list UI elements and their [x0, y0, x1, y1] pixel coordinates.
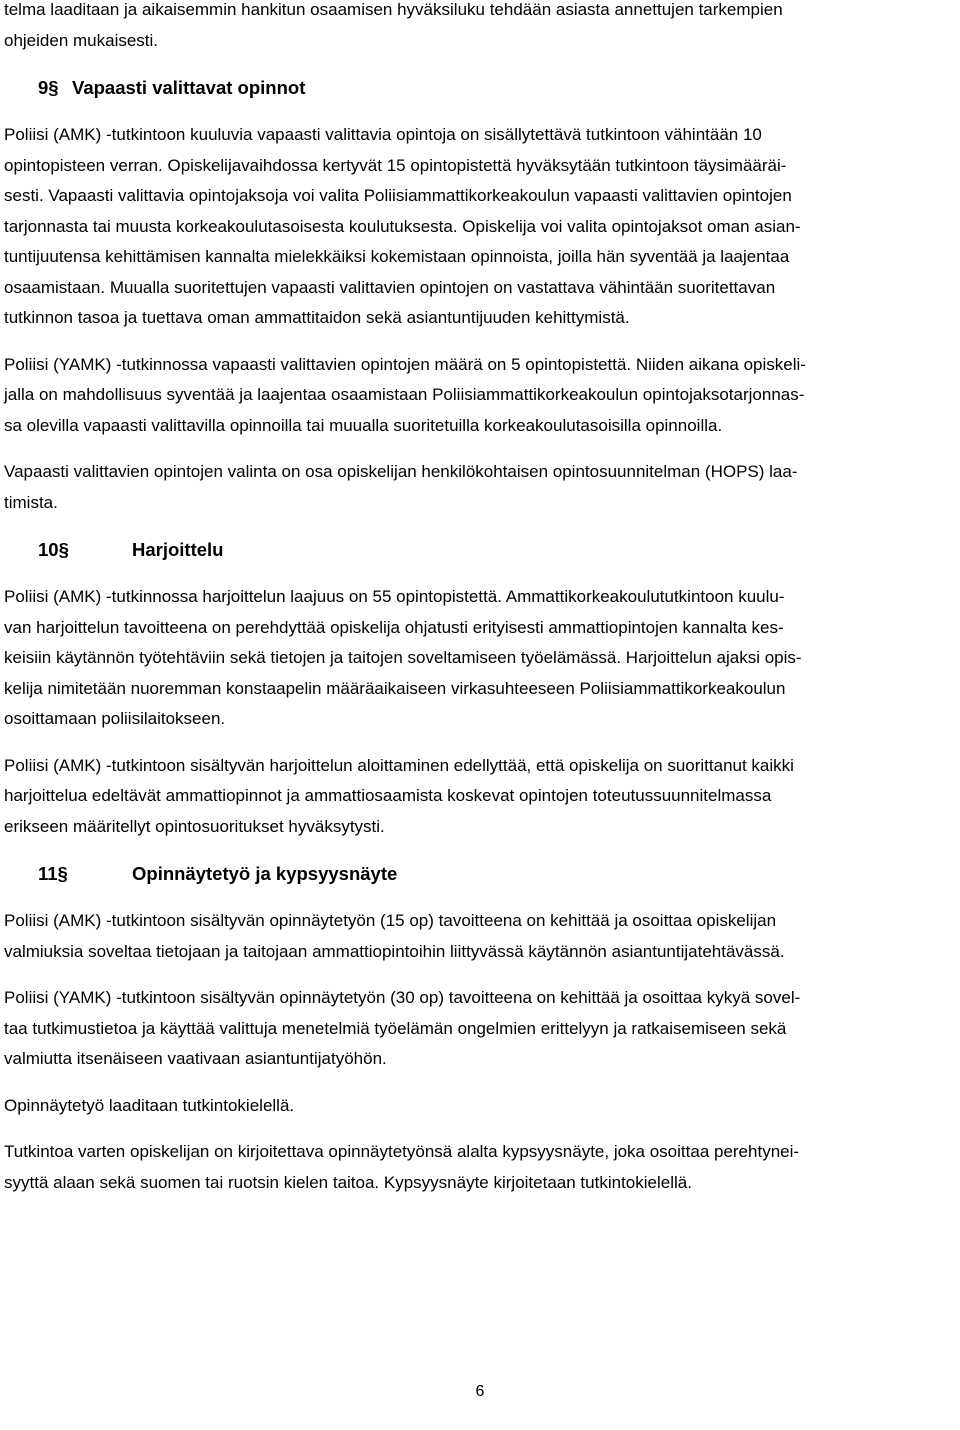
text-line: sesti. Vapaasti valittavia opintojaksoja voi valita Poliisiammattikorkeakoulun vapaasti valittavien opintojen	[4, 186, 792, 205]
text-line: keisiin käytännön työtehtäviin sekä tietojen ja taitojen soveltamiseen työelämässä. Harjoittelun ajaksi opis-	[4, 648, 802, 667]
text-line: valmiuksia soveltaa tietojaan ja taitojaan ammattiopintoihin liittyvässä käytännön asiantuntijatehtävässä.	[4, 941, 785, 961]
text-line: opintopisteen verran. Opiskelijavaihdossa kertyvät 15 opintopistettä hyväksytään tutkintoon täysimääräi-	[4, 155, 787, 175]
paragraph	[4, 350, 954, 442]
section-number: 9§	[38, 77, 59, 98]
section-number: 11§	[38, 863, 68, 884]
paragraph	[4, 906, 954, 967]
text-line: osaamistaan. Muualla suoritettujen vapaasti valittavien opintojen on vastattava vähintään suoritettavan	[4, 277, 776, 297]
text-line: tarjonnasta tai muusta korkeakoulutasoisesta koulutuksesta. Opiskelija voi valita opintojaksot oman asian-	[4, 216, 801, 236]
text-line: Poliisi (YAMK) -tutkintoon sisältyvän opinnäytetyön (30 op) tavoitteena on kehittää ja osoittaa kykyä sovel-	[4, 988, 801, 1007]
section-heading-11	[4, 859, 954, 889]
section-heading-9	[4, 73, 954, 103]
text-line: Poliisi (AMK) -tutkinnossa harjoittelun laajuus on 55 opintopistettä. Ammattikorkeakoulututkintoon kuulu-	[4, 587, 785, 606]
intro-paragraph	[4, 0, 954, 56]
text-line: Poliisi (AMK) -tutkintoon sisältyvän opinnäytetyön (15 op) tavoitteena on kehittää ja osoittaa opiskelijan	[4, 911, 777, 930]
paragraph	[4, 1091, 954, 1122]
paragraph	[4, 120, 954, 334]
paragraph	[4, 983, 954, 1075]
section-title: Harjoittelu	[132, 539, 224, 560]
text-line: syyttä alaan sekä suomen tai ruotsin kielen taitoa. Kypsyysnäyte kirjoitetaan tutkintokielellä.	[4, 1172, 692, 1192]
section-title: Vapaasti valittavat opinnot	[72, 77, 306, 98]
text-line: Poliisi (AMK) -tutkintoon sisältyvän harjoittelun aloittaminen edellyttää, että opiskelija on suorittanut kaikki	[4, 755, 794, 775]
text-line: Tutkintoa varten opiskelijan on kirjoitettava opinnäytetyönsä alalta kypsyysnäyte, joka osoittaa perehtynei-	[4, 1142, 800, 1161]
paragraph	[4, 582, 954, 735]
document-page	[4, 0, 954, 1198]
page-number: 6	[475, 1383, 485, 1400]
text-line: jalla on mahdollisuus syventää ja laajentaa osaamistaan Poliisiammattikorkeakoulun opintojaksotarjonnas-	[4, 385, 805, 404]
section-title: Opinnäytetyö ja kypsyysnäyte	[132, 863, 398, 884]
text-line: Vapaasti valittavien opintojen valinta on osa opiskelijan henkilökohtaisen opintosuunnitelman (HOPS) laa-	[4, 462, 798, 481]
text-line: erikseen määritellyt opintosuoritukset hyväksytysti.	[4, 816, 385, 836]
text-line: valmiutta itsenäiseen vaativaan asiantuntijatyöhön.	[4, 1049, 387, 1068]
paragraph	[4, 1137, 954, 1198]
text-line: osoittamaan poliisilaitokseen.	[4, 709, 226, 728]
text-line: sa olevilla vapaasti valittavilla opinnoilla tai muualla suoritetuilla korkeakoulutasoisilla opinnoilla.	[4, 415, 723, 435]
text-line: ohjeiden mukaisesti.	[4, 30, 159, 50]
section-heading-10	[4, 535, 954, 565]
text-line: Poliisi (AMK) -tutkintoon kuuluvia vapaasti valittavia opintoja on sisällytettävä tutkintoon vähintään 10	[4, 125, 762, 144]
text-line: taa tutkimustietoa ja käyttää valittuja menetelmiä työelämän ongelmien erittelyyn ja ratkaisemiseen sekä	[4, 1018, 787, 1038]
section-number: 10§	[38, 539, 69, 560]
text-line: tuntijuutensa kehittämisen kannalta mielekkäiksi kokemistaan opinnoista, joilla hän syventää ja laajentaa	[4, 247, 790, 266]
text-line: kelija nimitetään nuoremman konstaapelin määräaikaiseen virkasuhteeseen Poliisiammattikorkeakoulun	[4, 678, 786, 698]
text-line: harjoittelua edeltävät ammattiopinnot ja ammattiosaamista koskevat opintojen toteutussuunnitelmassa	[4, 786, 772, 805]
text-line: Poliisi (YAMK) -tutkinnossa vapaasti valittavien opintojen määrä on 5 opintopistettä. Niiden aikana opiskeli-	[4, 354, 806, 374]
paragraph	[4, 457, 954, 518]
text-line: tutkinnon tasoa ja tuettava oman ammattitaidon sekä asiantuntijuuden kehittymistä.	[4, 308, 630, 327]
text-line: van harjoittelun tavoitteena on perehdyttää opiskelija ohjatusti erityisesti ammattiopintojen kannalta kes-	[4, 617, 784, 637]
paragraph	[4, 751, 954, 843]
text-line: Opinnäytetyö laaditaan tutkintokielellä.	[4, 1095, 295, 1115]
text-line: telma laaditaan ja aikaisemmin hankitun osaamisen hyväksiluku tehdään asiasta annettujen tarkempien	[4, 0, 783, 19]
text-line: timista.	[4, 492, 58, 512]
